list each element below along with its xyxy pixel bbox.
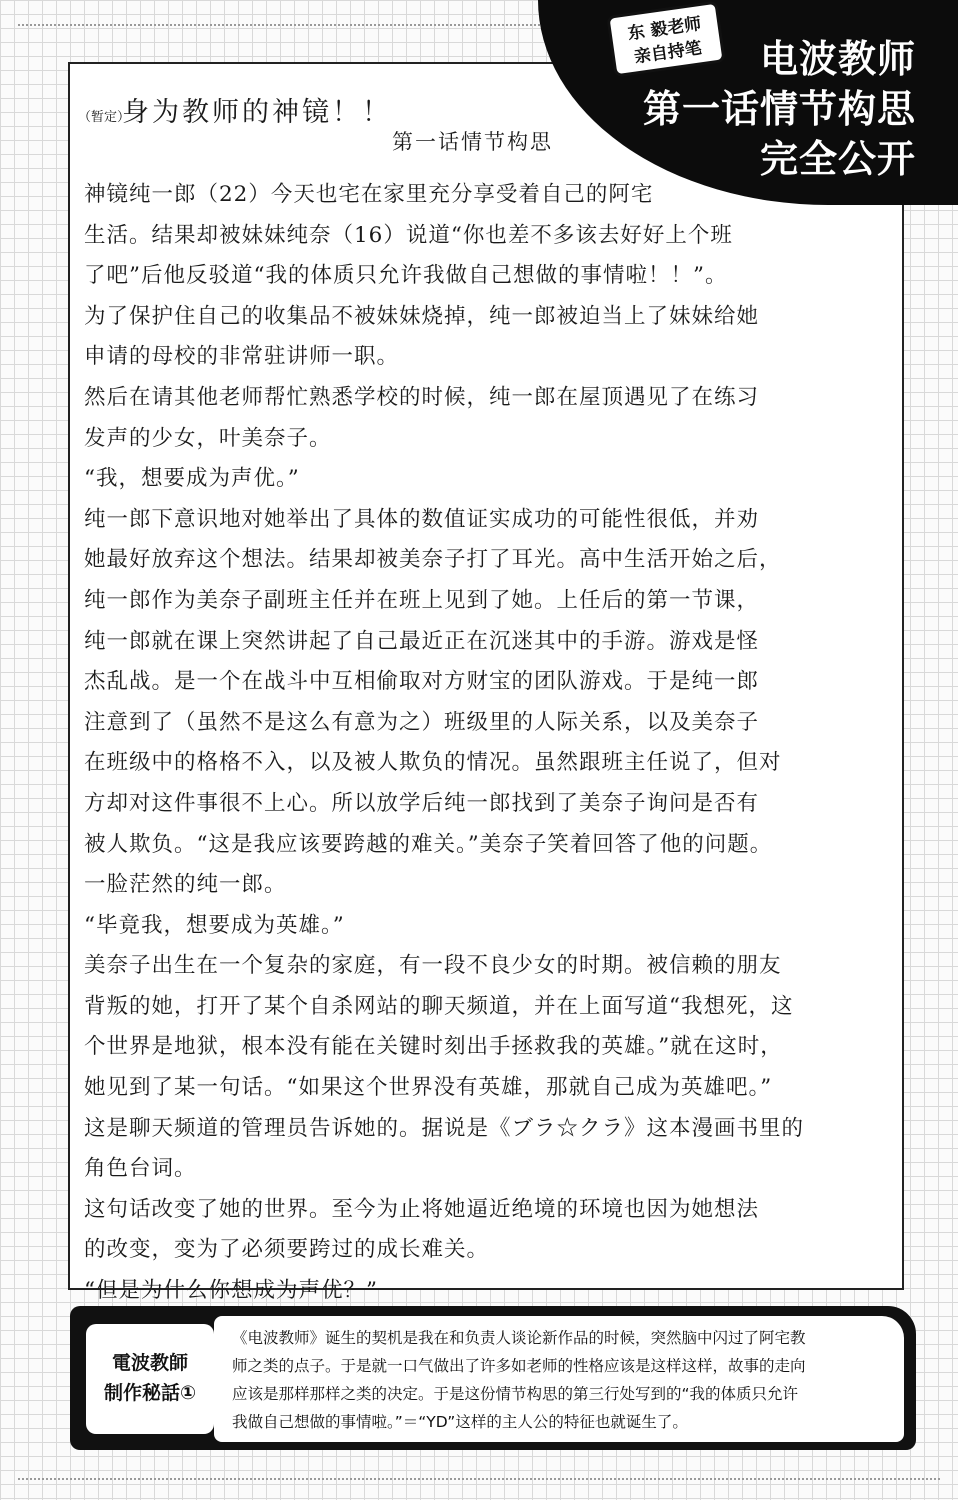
manuscript-line: 美奈子出生在一个复杂的家庭，有一段不良少女的时期。被信赖的朋友 xyxy=(84,953,782,979)
manuscript-subtitle: 第一话情节构思 xyxy=(392,130,553,154)
manuscript-line: 为了保护住自己的收集品不被妹妹烧掉，纯一郎被迫当上了妹妹给她 xyxy=(84,303,760,329)
manuscript-line: 这是聊天频道的管理员告诉她的。据说是《ブラ☆クラ》这本漫画书里的 xyxy=(84,1115,805,1141)
manuscript-line: 在班级中的格格不入，以及被人欺负的情况。虽然跟班主任说了，但对 xyxy=(84,750,782,776)
manuscript-line: 神镜纯一郎（22）今天也宅在家里充分享受着自己的阿宅 xyxy=(84,182,654,207)
manuscript-line: 申请的母校的非常驻讲师一职。 xyxy=(84,344,400,370)
note-label xyxy=(86,1324,214,1434)
manuscript-line: 她最好放弃这个想法。结果却被美奈子打了耳光。高中生活开始之后， xyxy=(84,547,782,573)
author-stamp-line2: 亲自持笔 xyxy=(632,38,704,68)
note-label-line2: 制作秘話① xyxy=(103,1382,197,1404)
manuscript-line: 纯一郎下意识地对她举出了具体的数值证实成功的可能性很低，并劝 xyxy=(84,506,760,532)
note-line: 我做自己想做的事情啦。”＝“YD”这样的主人公的特征也就诞生了。 xyxy=(232,1413,688,1431)
note-body xyxy=(214,1316,904,1442)
manuscript-line: 生活。结果却被妹妹纯奈（16）说道“你也差不多该去好好上个班 xyxy=(84,222,733,248)
note-label-line1: 電波教師 xyxy=(111,1352,188,1374)
manuscript-line: 的改变，变为了必须要跨过的成长难关。 xyxy=(84,1237,490,1263)
banner-title-line: 完全公开 xyxy=(759,137,916,181)
manuscript-line: “我，想要成为声优。” xyxy=(84,466,300,492)
manuscript-line: 她见到了某一句话。“如果这个世界没有英雄，那就自己成为英雄吧。” xyxy=(84,1075,773,1101)
manuscript-line: 这句话改变了她的世界。至今为止将她逼近绝境的环境也因为她想法 xyxy=(84,1196,760,1222)
note-line: 应该是那样那样之类的决定。于是这份情节构思的第三行处写到的“我的体质只允许 xyxy=(232,1385,799,1403)
manuscript-line: 纯一郎作为美奈子副班主任并在班上见到了她。上任后的第一节课， xyxy=(84,587,760,613)
tentative-mark: （暂定） xyxy=(78,110,131,125)
note-line: 《电波教师》诞生的契机是我在和负责人谈论新作品的时候，突然脑中闪过了阿宅教 xyxy=(232,1329,806,1347)
banner-title-line: 电波教师 xyxy=(759,37,916,81)
manuscript-line: 注意到了（虽然不是这么有意为之）班级里的人际关系，以及美奈子 xyxy=(84,709,760,735)
manuscript-line: 然后在请其他老师帮忙熟悉学校的时候，纯一郎在屋顶遇见了在练习 xyxy=(84,384,760,410)
manuscript-line: 纯一郎就在课上突然讲起了自己最近正在沉迷其中的手游。游戏是怪 xyxy=(84,628,760,654)
manuscript-line: “但是为什么你想成为声优？” xyxy=(84,1278,378,1304)
bottom-dotted-divider xyxy=(18,1478,940,1480)
manuscript-paper xyxy=(68,62,904,1304)
manuscript-line: 背叛的她，打开了某个自杀网站的聊天频道，并在上面写道“我想死，这 xyxy=(84,993,794,1019)
manuscript-line: 角色台词。 xyxy=(84,1156,197,1182)
manuscript-line: 被人欺负。“这是我应该要跨越的难关。”美奈子笑着回答了他的问题。 xyxy=(84,831,773,857)
banner-title-line: 第一话情节构思 xyxy=(642,87,916,131)
manuscript-line: “毕竟我，想要成为英雄。” xyxy=(84,912,345,938)
manuscript-title: 身为教师的神镜！！ xyxy=(122,97,392,128)
manuscript-line: 方却对这件事很不上心。所以放学后纯一郎找到了美奈子询问是否有 xyxy=(84,790,760,816)
manuscript-line: 一脸茫然的纯一郎。 xyxy=(84,872,287,898)
manuscript-line: 了吧”后他反驳道“我的体质只允许我做自己想做的事情啦！！”。 xyxy=(84,263,728,289)
note-line: 师之类的点子。于是就一口气做出了许多如老师的性格应该是这样这样，故事的走向 xyxy=(232,1357,806,1375)
making-of-note xyxy=(70,1306,916,1450)
manuscript-line: 个世界是地狱，根本没有能在关键时刻出手拯救我的英雄。”就在这时， xyxy=(84,1034,783,1060)
manuscript-body xyxy=(84,175,894,1312)
manuscript-line: 杰乱战。是一个在战斗中互相偷取对方财宝的团队游戏。于是纯一郎 xyxy=(84,669,760,695)
manuscript-line: 发声的少女，叶美奈子。 xyxy=(84,425,332,451)
author-stamp-line1: 东 毅老师 xyxy=(626,14,703,45)
